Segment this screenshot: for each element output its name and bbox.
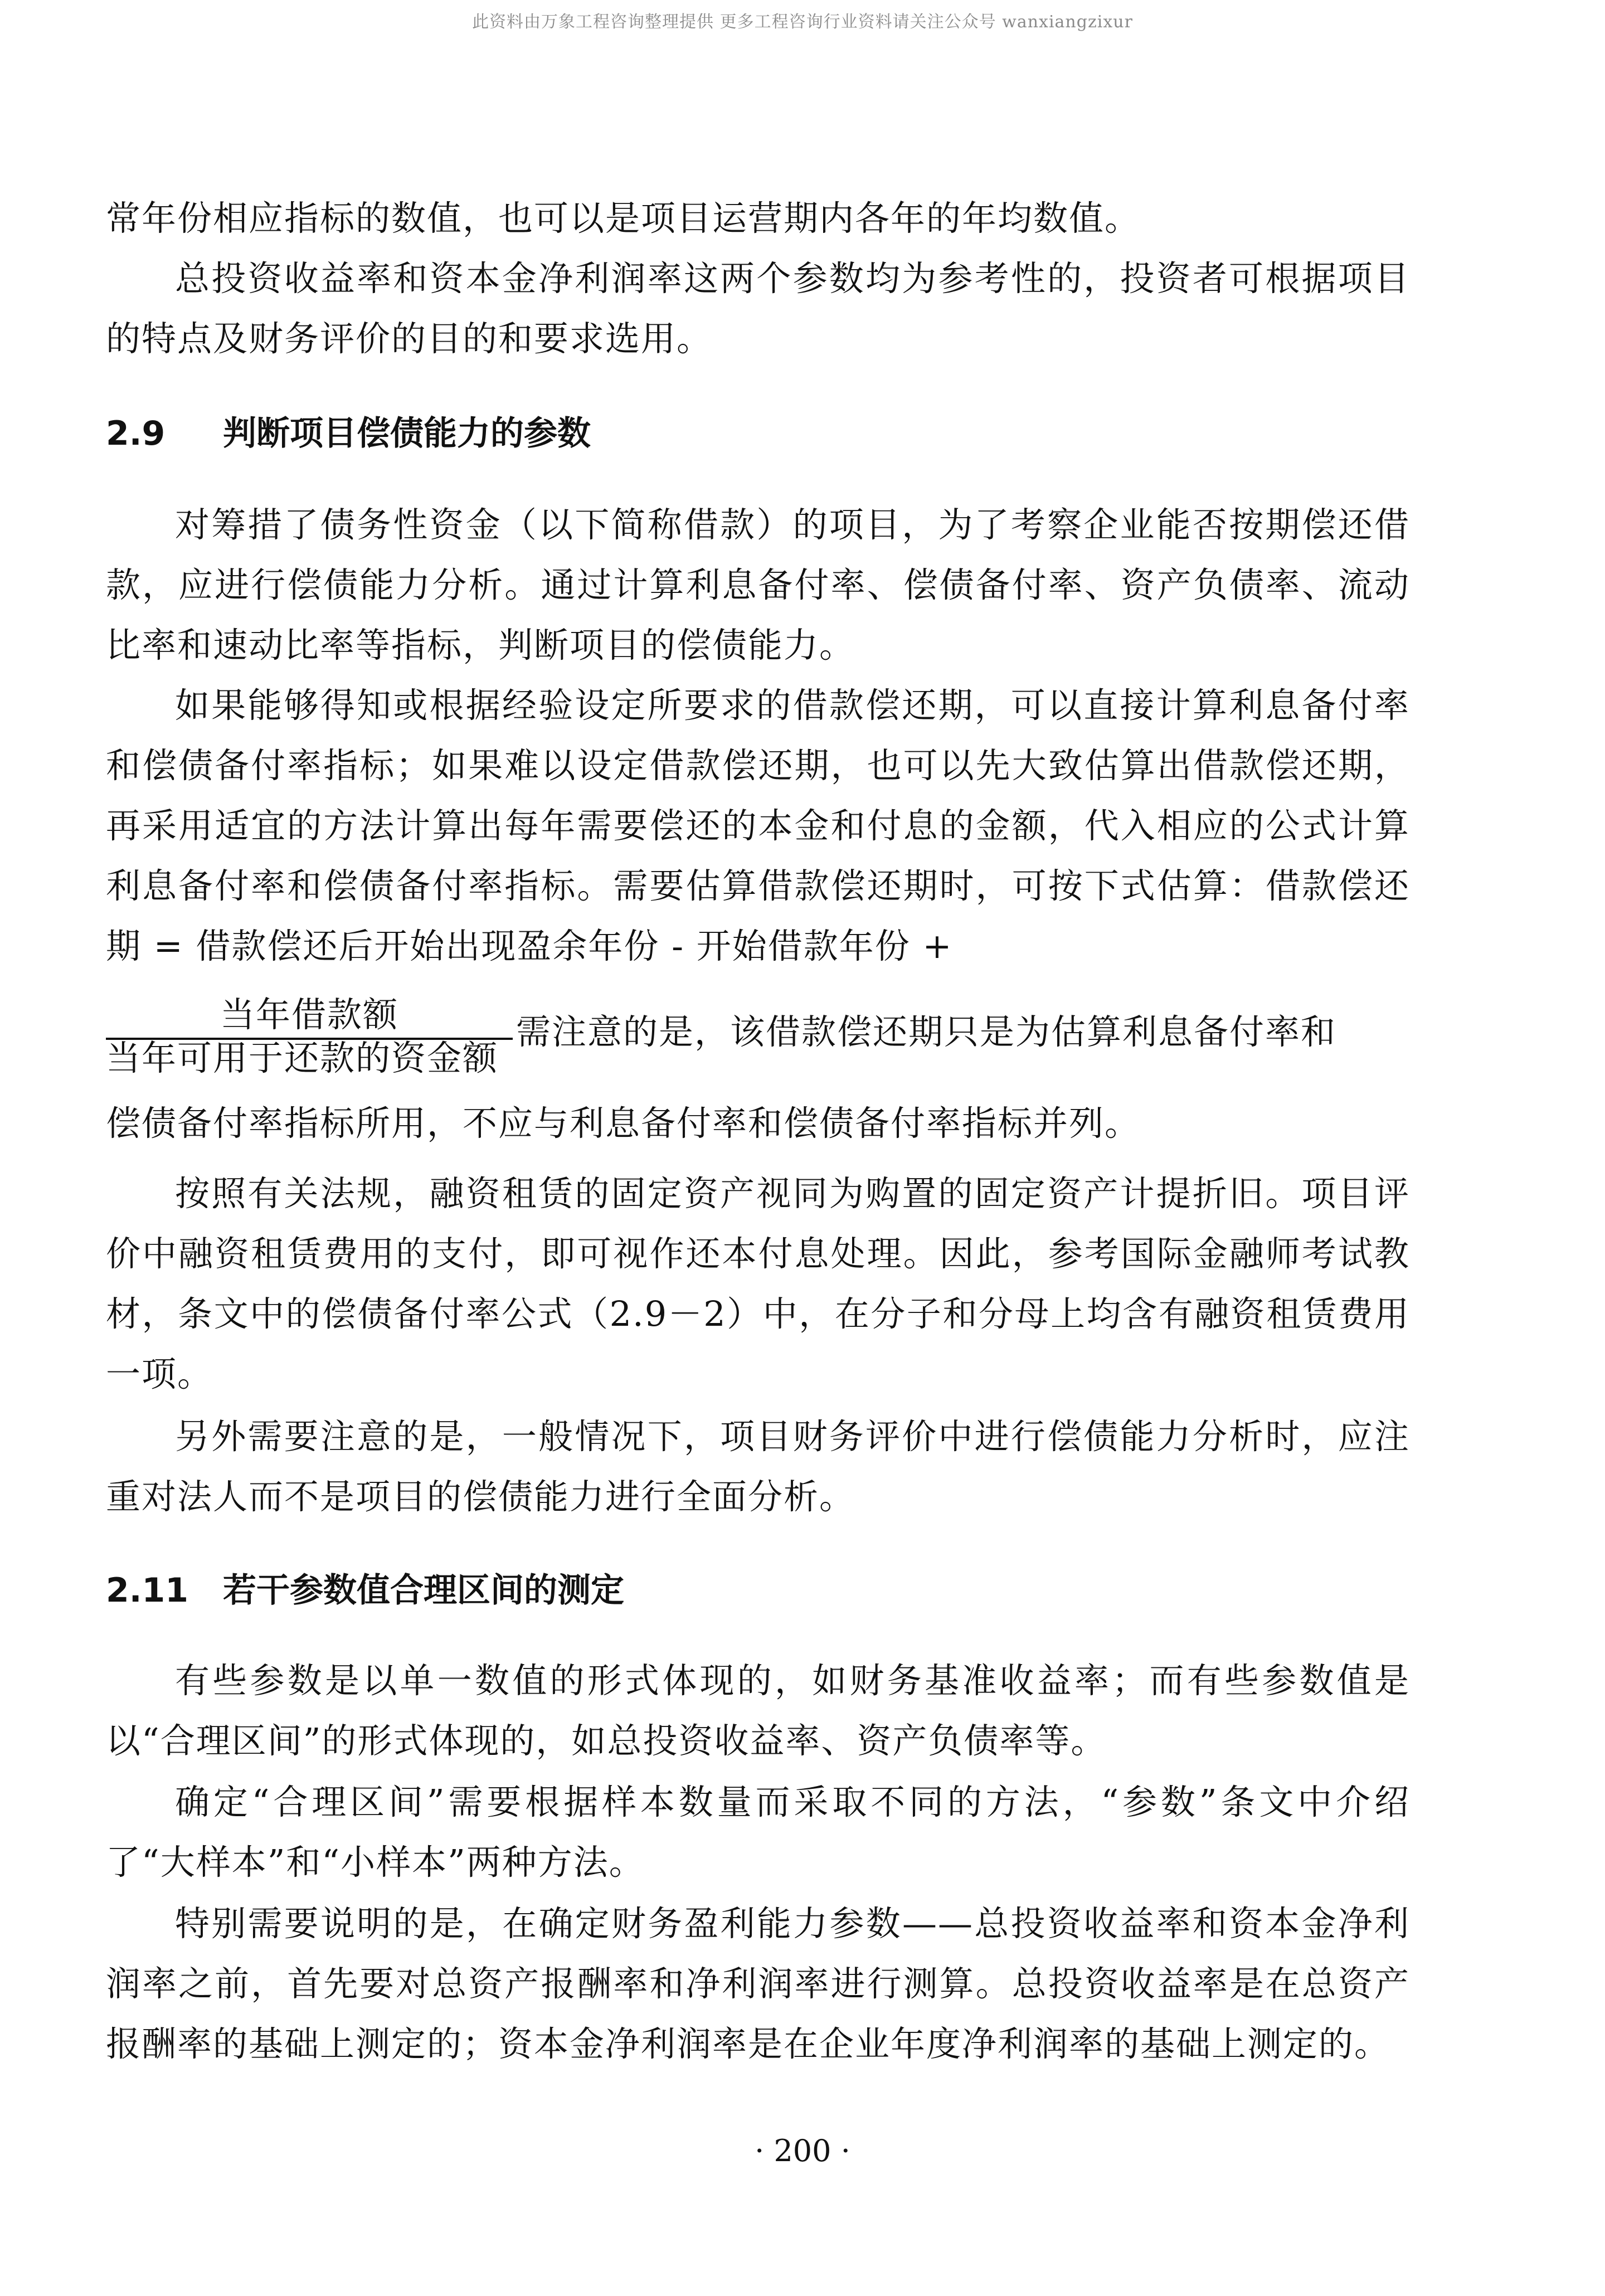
page-number: · 200 · [755, 2133, 850, 2168]
paragraph-solvency-analysis: 对筹措了债务性资金（以下简称借款）的项目，为了考察企业能否按期偿还借款，应进行偿债能力分析。通过计算利息备付率、偿债备付率、资产负债率、流动比率和速动比率等指标，判断项目的偿债能力。 [106, 504, 1410, 665]
paragraph-single-value: 有些参数是以单一数值的形式体现的，如财务基准收益率；而有些参数值是以“合理区间”的形式体现的，如总投资收益率、资产负债率等。 [106, 1660, 1410, 1761]
paragraph-continued: 常年份相应指标的数值，也可以是项目运营期内各年的年均数值。 [106, 198, 1141, 239]
section-title: 判断项目偿债能力的参数 [223, 414, 591, 453]
section-heading-2-9 [106, 411, 591, 456]
formula-denominator: 当年可用于还款的资金额 [106, 1038, 499, 1078]
paragraph-profitability: 特别需要说明的是，在确定财务盈利能力参数——总投资收益率和资本金净利润率之前，首先要对总资产报酬率和净利润率进行测算。总投资收益率是在总资产报酬率的基础上测定的；资本金净利润率是在企业年度净利润率的基础上测定的。 [106, 1903, 1410, 2064]
section-heading-2-11 [106, 1568, 624, 1613]
paragraph-repayment-tail: 偿债备付率指标所用，不应与利息备付率和偿债备付率指标并列。 [106, 1103, 1141, 1144]
section-title: 若干参数值合理区间的测定 [223, 1571, 624, 1610]
paragraph-financial-lease: 按照有关法规，融资租赁的固定资产视同为购置的固定资产计提折旧。项目评价中融资租赁费用的支付，即可视作还本付息处理。因此，参考国际金融师考试教材，条文中的偿债备付率公式（2.9－2）中，在分子和分母上均含有融资租赁费用一项。 [106, 1173, 1410, 1394]
repayment-formula [106, 990, 1410, 1079]
paragraph-reference-params: 总投资收益率和资本金净利润率这两个参数均为参考性的，投资者可根据项目的特点及财务评价的目的和要求选用。 [106, 258, 1410, 359]
section-number: 2.11 [106, 1571, 189, 1610]
paragraph-legal-entity: 另外需要注意的是，一般情况下，项目财务评价中进行偿债能力分析时，应注重对法人而不是项目的偿债能力进行全面分析。 [106, 1416, 1410, 1517]
paragraph-repayment-period: 如果能够得知或根据经验设定所要求的借款偿还期，可以直接计算利息备付率和偿债备付率指标；如果难以设定借款偿还期，也可以先大致估算出借款偿还期，再采用适宜的方法计算出每年需要偿还的本金和付息的金额，代入相应的公式计算利息备付率和偿债备付率指标。需要估算借款偿还期时，可按下式估算：借款偿还期 = 借款偿还后开始出现盈余年份 - 开始借款年份 + [106, 685, 1410, 966]
formula-numerator: 当年借款额 [220, 994, 398, 1035]
paragraph-reasonable-range: 确定“合理区间”需要根据样本数量而采取不同的方法，“参数”条文中介绍了“大样本”和“小样本”两种方法。 [106, 1782, 1410, 1882]
section-number: 2.9 [106, 414, 166, 453]
formula-fraction [106, 990, 513, 1079]
watermark-text: 此资料由万象工程咨询整理提供 更多工程咨询行业资料请关注公众号 wanxiangzixur [472, 12, 1133, 32]
formula-note: 需注意的是，该借款偿还期只是为估算利息备付率和 [516, 1011, 1337, 1052]
